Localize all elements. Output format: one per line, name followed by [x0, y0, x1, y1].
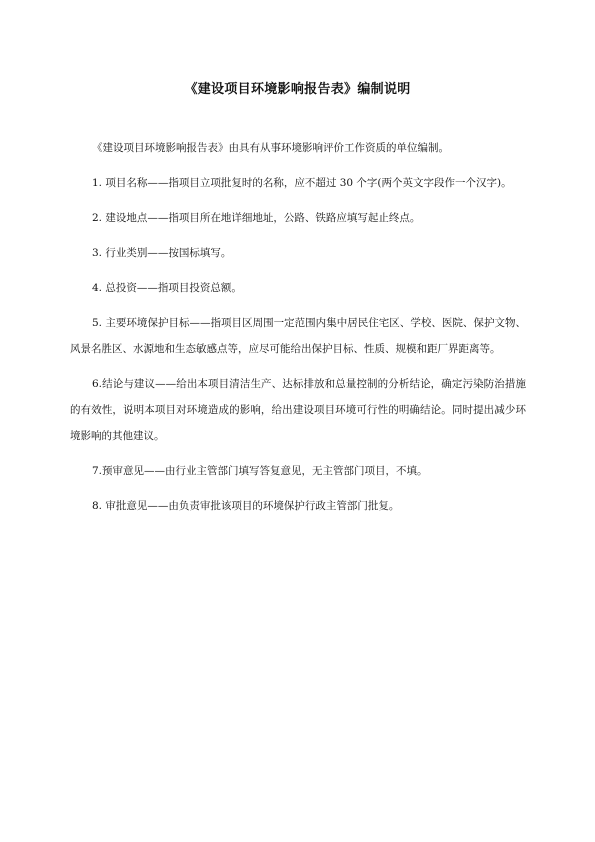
paragraph-item-8: 8. 审批意见——由负责审批该项目的环境保护行政主管部门批复。: [92, 500, 400, 512]
paragraph-item-6: 6.结论与建议——给出本项目清洁生产、达标排放和总量控制的分析结论，确定污染防治措施的有效性，说明本项目对环境造成的影响，给出建设项目环境可行性的明确结论。同时提出减少环境影响的其他建议。: [70, 378, 526, 442]
paragraph-item-1: 1. 项目名称——指项目立项批复时的名称，应不超过 30 个字(两个英文字段作一个汉字)。: [92, 177, 512, 189]
document-body: [70, 135, 526, 528]
document-title: 《建设项目环境影响报告表》编制说明: [184, 82, 411, 97]
paragraph-item-7: 7.预审意见——由行业主管部门填写答复意见，无主管部门项目，不填。: [92, 465, 428, 477]
paragraph-item-2: 2. 建设地点——指项目所在地详细地址，公路、铁路应填写起止终点。: [92, 212, 421, 224]
paragraph-item-3: 3. 行业类别——按国标填写。: [92, 247, 232, 259]
paragraph-item-5: 5. 主要环境保护目标——指项目区周围一定范围内集中居民住宅区、学校、医院、保护文物、风景名胜区、水源地和生态敏感点等，应尽可能给出保护目标、性质、规模和距厂界距离等。: [70, 317, 526, 355]
paragraph-intro: 《建设项目环境影响报告表》由具有从事环境影响评价工作资质的单位编制。: [92, 142, 449, 154]
paragraph-item-4: 4. 总投资——指项目投资总额。: [92, 282, 242, 294]
